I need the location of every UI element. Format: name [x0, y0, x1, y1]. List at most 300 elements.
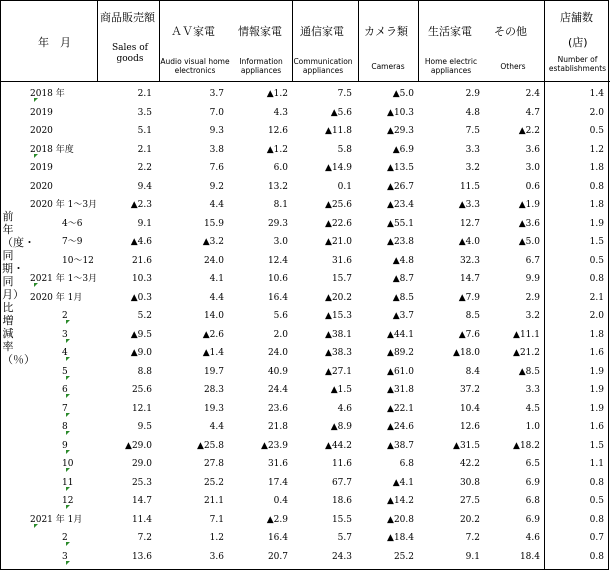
- cell-others: ▲18.2: [513, 440, 540, 451]
- info-header-jp: 情報家電: [238, 25, 282, 38]
- cell-home: 7.2: [465, 533, 480, 543]
- cell-info: 12.6: [267, 126, 288, 136]
- period-label: 2020 年 1～3月: [30, 200, 98, 210]
- period-label: 2020: [30, 181, 53, 192]
- cell-sales: 5.2: [137, 311, 152, 321]
- table-row: [0, 438, 610, 454]
- cell-info: ▲1.2: [266, 144, 288, 155]
- av-header-en: Audio visual home electronics: [160, 57, 230, 75]
- cell-av: 9.2: [209, 181, 224, 192]
- cell-comm: ▲1.5: [330, 385, 352, 395]
- period-header: 年 月: [38, 36, 71, 49]
- cell-estab: 0.7: [589, 533, 604, 543]
- camera-header-jp: カメラ類: [364, 25, 408, 38]
- cell-comm: 18.6: [331, 496, 352, 506]
- period-label: 2019: [30, 107, 53, 118]
- divider: [97, 0, 98, 81]
- table-row: [0, 197, 610, 213]
- period-label: 2: [62, 311, 68, 321]
- table-row: [0, 382, 610, 398]
- cell-home: 2.9: [465, 89, 480, 99]
- period-label: 2019: [30, 163, 53, 173]
- comm-header-jp: 通信家電: [300, 25, 344, 38]
- table-row: [0, 86, 610, 102]
- cell-estab: 2.0: [589, 311, 604, 321]
- cell-others: 3.6: [525, 144, 540, 155]
- cell-comm: ▲44.2: [325, 440, 352, 451]
- cell-info: 5.6: [273, 311, 288, 321]
- sales-header-en: Sales of goods: [112, 43, 148, 64]
- cell-estab: 1.9: [589, 366, 604, 377]
- cell-sales: 9.5: [137, 422, 152, 432]
- cell-sales: ▲0.3: [130, 292, 152, 303]
- cell-camera: 25.2: [393, 551, 414, 562]
- cell-camera: ▲10.3: [387, 107, 414, 118]
- cell-comm: ▲22.6: [325, 218, 352, 229]
- cell-av: 19.7: [203, 366, 224, 377]
- cell-others: 3.0: [525, 163, 540, 173]
- cell-camera: ▲22.1: [387, 403, 414, 414]
- table-row: [0, 234, 610, 250]
- cell-info: ▲23.9: [261, 440, 288, 451]
- cell-estab: 1.9: [589, 403, 604, 414]
- cell-comm: 0.1: [337, 181, 352, 192]
- cell-estab: 1.6: [589, 422, 604, 432]
- cell-camera: 6.8: [399, 459, 414, 469]
- cell-home: 27.5: [459, 496, 480, 506]
- period-label: 3: [62, 551, 68, 562]
- cell-others: 2.9: [525, 292, 540, 303]
- cell-av: 4.4: [209, 422, 224, 432]
- green-corner-marker: [34, 98, 38, 102]
- cell-info: 17.4: [267, 477, 288, 488]
- cell-av: 28.3: [203, 385, 224, 395]
- cell-camera: ▲61.0: [387, 366, 414, 377]
- period-label: 2018 年度: [30, 144, 74, 155]
- cell-info: ▲1.2: [266, 89, 288, 99]
- cell-estab: 1.8: [589, 163, 604, 173]
- period-label: 6: [62, 385, 68, 395]
- cell-home: 12.6: [459, 422, 480, 432]
- cell-info: 23.6: [267, 403, 288, 414]
- period-label: 5: [62, 366, 68, 377]
- divider: [292, 0, 293, 81]
- green-corner-marker: [66, 320, 70, 324]
- estab-unit: (店): [568, 36, 588, 49]
- green-corner-marker: [66, 413, 70, 417]
- cell-av: 3.6: [209, 551, 224, 562]
- cell-comm: 5.7: [337, 533, 352, 543]
- cell-others: 6.9: [525, 477, 540, 488]
- cell-others: 2.4: [525, 89, 540, 99]
- header-bottom-rule: [0, 81, 610, 82]
- cell-home: 42.2: [459, 459, 480, 469]
- cell-camera: ▲55.1: [387, 218, 414, 229]
- cell-others: 4.5: [525, 403, 540, 414]
- cell-av: ▲25.8: [197, 440, 224, 451]
- estab-header-en: Number of establishments: [548, 55, 607, 73]
- cell-info: 16.4: [267, 533, 288, 543]
- side-label: 前年（度・同期・同月）比増減率（％）: [2, 210, 35, 366]
- cell-comm: 15.5: [331, 514, 352, 525]
- cell-sales: ▲4.6: [130, 237, 152, 247]
- cell-home: ▲7.6: [458, 329, 480, 340]
- period-label: 4～6: [62, 218, 83, 229]
- cell-sales: 25.3: [131, 477, 152, 488]
- table-header: [0, 0, 610, 81]
- table-row: [0, 475, 610, 491]
- cell-camera: ▲4.1: [392, 477, 414, 488]
- cell-camera: ▲89.2: [387, 348, 414, 358]
- period-label: 2021 年 1月: [30, 514, 83, 525]
- cell-camera: ▲8.7: [392, 274, 414, 284]
- period-label: 12: [62, 496, 74, 506]
- cell-home: 10.4: [459, 403, 480, 414]
- table-row: [0, 142, 610, 158]
- period-label: 3: [62, 329, 68, 340]
- cell-info: 21.8: [267, 422, 288, 432]
- table-row: [0, 271, 610, 287]
- cell-av: ▲1.4: [202, 348, 224, 358]
- cell-av: 25.2: [203, 477, 224, 488]
- cell-others: 3.2: [525, 311, 540, 321]
- cell-av: 1.2: [209, 533, 224, 543]
- cell-estab: 1.8: [589, 200, 604, 210]
- cell-av: 3.8: [209, 144, 224, 155]
- cell-comm: 31.6: [331, 255, 352, 266]
- cell-sales: 3.5: [137, 107, 152, 118]
- period-label: 2020: [30, 126, 53, 136]
- cell-estab: 1.8: [589, 329, 604, 340]
- cell-info: ▲2.9: [266, 514, 288, 525]
- green-corner-marker: [66, 561, 70, 565]
- cell-estab: 0.8: [589, 551, 604, 562]
- cell-comm: ▲38.1: [325, 329, 352, 340]
- period-label: 2018 年: [30, 89, 65, 99]
- period-label: 4: [62, 348, 68, 358]
- cell-camera: ▲24.6: [387, 422, 414, 432]
- home-header-jp: 生活家電: [428, 25, 472, 38]
- cell-home: 4.8: [465, 107, 480, 118]
- green-corner-marker: [66, 339, 70, 343]
- cell-camera: ▲38.7: [387, 440, 414, 451]
- cell-av: 19.3: [203, 403, 224, 414]
- cell-camera: ▲23.8: [387, 237, 414, 247]
- cell-info: 16.4: [267, 292, 288, 303]
- cell-home: 14.7: [459, 274, 480, 284]
- period-label: 7～9: [62, 237, 83, 247]
- cell-info: 24.4: [267, 385, 288, 395]
- cell-comm: 24.3: [331, 551, 352, 562]
- cell-sales: 2.1: [137, 144, 152, 155]
- period-label: 2020 年 1月: [30, 292, 83, 303]
- cell-others: ▲11.1: [513, 329, 540, 340]
- cell-others: ▲8.5: [518, 366, 540, 377]
- cell-comm: 67.7: [331, 477, 352, 488]
- table-row: [0, 327, 610, 343]
- info-header-en: Information appliances: [239, 57, 283, 75]
- table-row: [0, 253, 610, 269]
- table-row: [0, 123, 610, 139]
- table-row: [0, 345, 610, 361]
- green-corner-marker: [66, 542, 70, 546]
- cell-comm: ▲5.6: [330, 107, 352, 118]
- table-row: [0, 179, 610, 195]
- cell-info: 2.0: [273, 329, 288, 340]
- cell-home: ▲4.0: [458, 237, 480, 247]
- cell-info: 3.0: [273, 237, 288, 247]
- cell-comm: 11.6: [331, 459, 352, 469]
- cell-others: ▲5.0: [518, 237, 540, 247]
- cell-info: 12.4: [267, 255, 288, 266]
- cell-comm: 5.8: [337, 144, 352, 155]
- cell-info: 4.3: [273, 107, 288, 118]
- divider: [159, 0, 160, 81]
- period-label: 2021 年 1～3月: [30, 274, 98, 284]
- cell-estab: 0.8: [589, 514, 604, 525]
- cell-av: 9.3: [209, 126, 224, 136]
- cell-others: 1.0: [525, 422, 540, 432]
- table-row: [0, 364, 610, 380]
- period-label: 7: [62, 403, 68, 414]
- sales-header-jp: 商品販売額: [100, 11, 155, 24]
- cell-info: 31.6: [267, 459, 288, 469]
- table-row: [0, 512, 610, 528]
- green-corner-marker: [66, 431, 70, 435]
- cell-sales: 5.1: [137, 126, 152, 136]
- cell-sales: 10.3: [131, 274, 152, 284]
- cell-comm: ▲11.8: [325, 126, 352, 136]
- cell-others: 6.8: [525, 496, 540, 506]
- cell-av: ▲2.6: [202, 329, 224, 340]
- cell-sales: ▲9.0: [130, 348, 152, 358]
- others-header-jp: その他: [494, 25, 527, 38]
- cell-sales: 2.1: [137, 89, 152, 99]
- cell-home: 3.3: [465, 144, 480, 155]
- cell-info: 13.2: [267, 181, 288, 192]
- cell-info: 29.3: [267, 218, 288, 229]
- cell-others: 0.6: [525, 181, 540, 192]
- green-corner-marker: [66, 357, 70, 361]
- cell-camera: ▲6.9: [392, 144, 414, 155]
- cell-info: 0.4: [273, 496, 288, 506]
- divider: [358, 0, 359, 81]
- cell-estab: 1.5: [589, 237, 604, 247]
- cell-home: 37.2: [459, 385, 480, 395]
- cell-camera: ▲3.7: [392, 311, 414, 321]
- cell-estab: 2.0: [589, 107, 604, 118]
- cell-others: 9.9: [525, 274, 540, 284]
- cell-home: 32.3: [459, 255, 480, 266]
- cell-comm: ▲8.9: [330, 422, 352, 432]
- cell-info: 40.9: [267, 366, 288, 377]
- cell-home: 20.2: [459, 514, 480, 525]
- cell-av: 7.1: [209, 514, 224, 525]
- cell-info: 20.7: [267, 551, 288, 562]
- cell-estab: 1.4: [589, 89, 604, 99]
- cell-sales: 8.8: [137, 366, 152, 377]
- cell-comm: ▲25.6: [325, 200, 352, 210]
- cell-camera: ▲23.4: [387, 200, 414, 210]
- period-label: 8: [62, 422, 68, 432]
- cell-camera: ▲14.2: [387, 496, 414, 506]
- table-row: [0, 549, 610, 565]
- cell-av: 15.9: [203, 218, 224, 229]
- cell-others: ▲2.2: [518, 126, 540, 136]
- table-row: [0, 216, 610, 232]
- cell-comm: 7.5: [337, 89, 352, 99]
- cell-comm: ▲27.1: [325, 366, 352, 377]
- cell-estab: 1.2: [589, 144, 604, 155]
- green-corner-marker: [34, 283, 38, 287]
- green-corner-marker: [66, 394, 70, 398]
- cell-av: 27.8: [203, 459, 224, 469]
- camera-header-en: Cameras: [371, 62, 405, 71]
- cell-estab: 0.8: [589, 274, 604, 284]
- table-row: [0, 419, 610, 435]
- cell-camera: ▲13.5: [387, 163, 414, 173]
- cell-home: ▲7.9: [458, 292, 480, 303]
- cell-home: 9.1: [465, 551, 480, 562]
- table-row: [0, 493, 610, 509]
- cell-others: 18.4: [519, 551, 540, 562]
- cell-others: 3.3: [525, 385, 540, 395]
- cell-sales: 25.6: [131, 385, 152, 395]
- green-corner-marker: [34, 524, 38, 528]
- cell-estab: 1.9: [589, 218, 604, 229]
- cell-info: 10.6: [267, 274, 288, 284]
- cell-comm: 15.7: [331, 274, 352, 284]
- cell-others: 4.6: [525, 533, 540, 543]
- cell-av: 3.7: [209, 89, 224, 99]
- cell-others: ▲1.9: [518, 200, 540, 210]
- cell-camera: ▲18.4: [387, 533, 414, 543]
- cell-camera: ▲20.8: [387, 514, 414, 525]
- cell-sales: 29.0: [131, 459, 152, 469]
- cell-others: 6.5: [525, 459, 540, 469]
- table-row: [0, 308, 610, 324]
- cell-home: ▲3.3: [458, 200, 480, 210]
- cell-home: 11.5: [459, 181, 480, 192]
- cell-estab: 1.5: [589, 440, 604, 451]
- green-corner-marker: [66, 376, 70, 380]
- period-label: 10～12: [62, 255, 94, 266]
- av-header-jp: ＡＶ家電: [171, 25, 215, 38]
- cell-comm: ▲20.2: [325, 292, 352, 303]
- cell-comm: ▲15.3: [325, 311, 352, 321]
- cell-home: 30.8: [459, 477, 480, 488]
- table-row: [0, 530, 610, 546]
- cell-sales: 21.6: [131, 255, 152, 266]
- cell-others: ▲3.6: [518, 218, 540, 229]
- home-header-en: Home electric appliances: [424, 57, 478, 75]
- cell-sales: 14.7: [131, 496, 152, 506]
- cell-comm: ▲38.3: [325, 348, 352, 358]
- cell-others: 6.7: [525, 255, 540, 266]
- divider: [418, 0, 419, 81]
- cell-av: 7.0: [209, 107, 224, 118]
- cell-camera: ▲4.8: [392, 255, 414, 266]
- cell-av: 14.0: [203, 311, 224, 321]
- table-row: [0, 290, 610, 306]
- cell-sales: 9.1: [137, 218, 152, 229]
- cell-camera: ▲31.8: [387, 385, 414, 395]
- cell-home: 12.7: [459, 218, 480, 229]
- cell-av: 21.1: [203, 496, 224, 506]
- cell-estab: 1.1: [589, 459, 604, 469]
- cell-av: 4.1: [209, 274, 224, 284]
- cell-info: 6.0: [273, 163, 288, 173]
- period-label: 10: [62, 459, 74, 469]
- green-corner-marker: [66, 505, 70, 509]
- cell-comm: 4.6: [337, 403, 352, 414]
- cell-home: 7.5: [465, 126, 480, 136]
- cell-estab: 2.1: [589, 292, 604, 303]
- cell-others: ▲21.2: [513, 348, 540, 358]
- cell-estab: 0.5: [589, 496, 604, 506]
- cell-home: ▲31.5: [453, 440, 480, 451]
- cell-av: ▲3.2: [202, 237, 224, 247]
- comm-header-en: Communication appliances: [293, 57, 353, 75]
- cell-estab: 0.8: [589, 181, 604, 192]
- cell-av: 24.0: [203, 255, 224, 266]
- cell-estab: 0.8: [589, 477, 604, 488]
- period-label: 2: [62, 533, 68, 543]
- cell-camera: ▲5.0: [392, 89, 414, 99]
- cell-camera: ▲8.5: [392, 292, 414, 303]
- table-row: [0, 105, 610, 121]
- cell-home: 3.2: [465, 163, 480, 173]
- green-corner-marker: [66, 468, 70, 472]
- cell-estab: 0.5: [589, 126, 604, 136]
- cell-sales: 2.2: [137, 163, 152, 173]
- cell-home: ▲18.0: [453, 348, 480, 358]
- cell-home: 8.5: [465, 311, 480, 321]
- period-label: 9: [62, 440, 68, 451]
- cell-av: 4.4: [209, 292, 224, 303]
- cell-sales: 12.1: [131, 403, 152, 414]
- estab-header-jp: 店舗数: [560, 11, 593, 24]
- cell-sales: 9.4: [137, 181, 152, 192]
- cell-sales: 11.4: [131, 514, 152, 525]
- cell-comm: ▲21.0: [325, 237, 352, 247]
- cell-camera: ▲29.3: [387, 126, 414, 136]
- table-row: [0, 456, 610, 472]
- cell-estab: 1.9: [589, 385, 604, 395]
- table-row: [0, 160, 610, 176]
- cell-sales: 7.2: [137, 533, 152, 543]
- cell-others: 6.9: [525, 514, 540, 525]
- cell-sales: ▲2.3: [130, 200, 152, 210]
- cell-info: 8.1: [273, 200, 288, 210]
- cell-sales: ▲29.0: [125, 440, 152, 451]
- cell-sales: 13.6: [131, 551, 152, 562]
- green-corner-marker: [66, 450, 70, 454]
- cell-av: 4.4: [209, 200, 224, 210]
- cell-camera: ▲26.7: [387, 181, 414, 192]
- others-header-en: Others: [500, 62, 526, 71]
- cell-sales: ▲9.5: [130, 329, 152, 340]
- cell-info: 24.0: [267, 348, 288, 358]
- cell-comm: ▲14.9: [325, 163, 352, 173]
- period-label: 11: [62, 477, 74, 488]
- cell-av: 7.6: [209, 163, 224, 173]
- cell-others: 4.7: [525, 107, 540, 118]
- cell-estab: 1.6: [589, 348, 604, 358]
- cell-camera: ▲44.1: [387, 329, 414, 340]
- green-corner-marker: [66, 487, 70, 491]
- cell-home: 8.4: [465, 366, 480, 377]
